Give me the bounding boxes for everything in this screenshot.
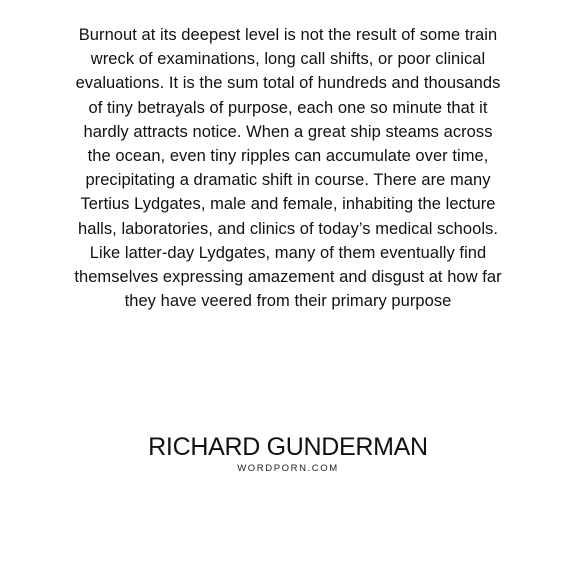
quote-line: Like latter-day Lydgates, many of them eventually find: [89, 243, 487, 262]
quote-text: [50, 23, 526, 313]
author-name: RICHARD GUNDERMAN: [148, 433, 428, 461]
quote-line: precipitating a dramatic shift in course. There are many: [85, 171, 491, 190]
quote-line: Tertius Lydgates, male and female, inhabiting the lecture: [80, 195, 496, 214]
quote-line: they have veered from their primary purpose: [124, 292, 452, 311]
quote-line: Burnout at its deepest level is not the result of some train: [78, 26, 498, 44]
quote-line: halls, laboratories, and clinics of today’s medical schools.: [78, 219, 498, 238]
quote-line: wreck of examinations, long call shifts, or poor clinical: [90, 50, 486, 69]
quote-line: hardly attracts notice. When a great ship steams across: [83, 122, 493, 141]
quote-line: of tiny betrayals of purpose, each one so minute that it: [88, 98, 488, 117]
quote-line: themselves expressing amazement and disgust at how far: [74, 268, 502, 287]
quote-line: evaluations. It is the sum total of hundreds and thousands: [75, 74, 501, 93]
quote-line: the ocean, even tiny ripples can accumulate over time,: [87, 147, 489, 166]
site-name: WORDPORN.COM: [237, 463, 339, 474]
